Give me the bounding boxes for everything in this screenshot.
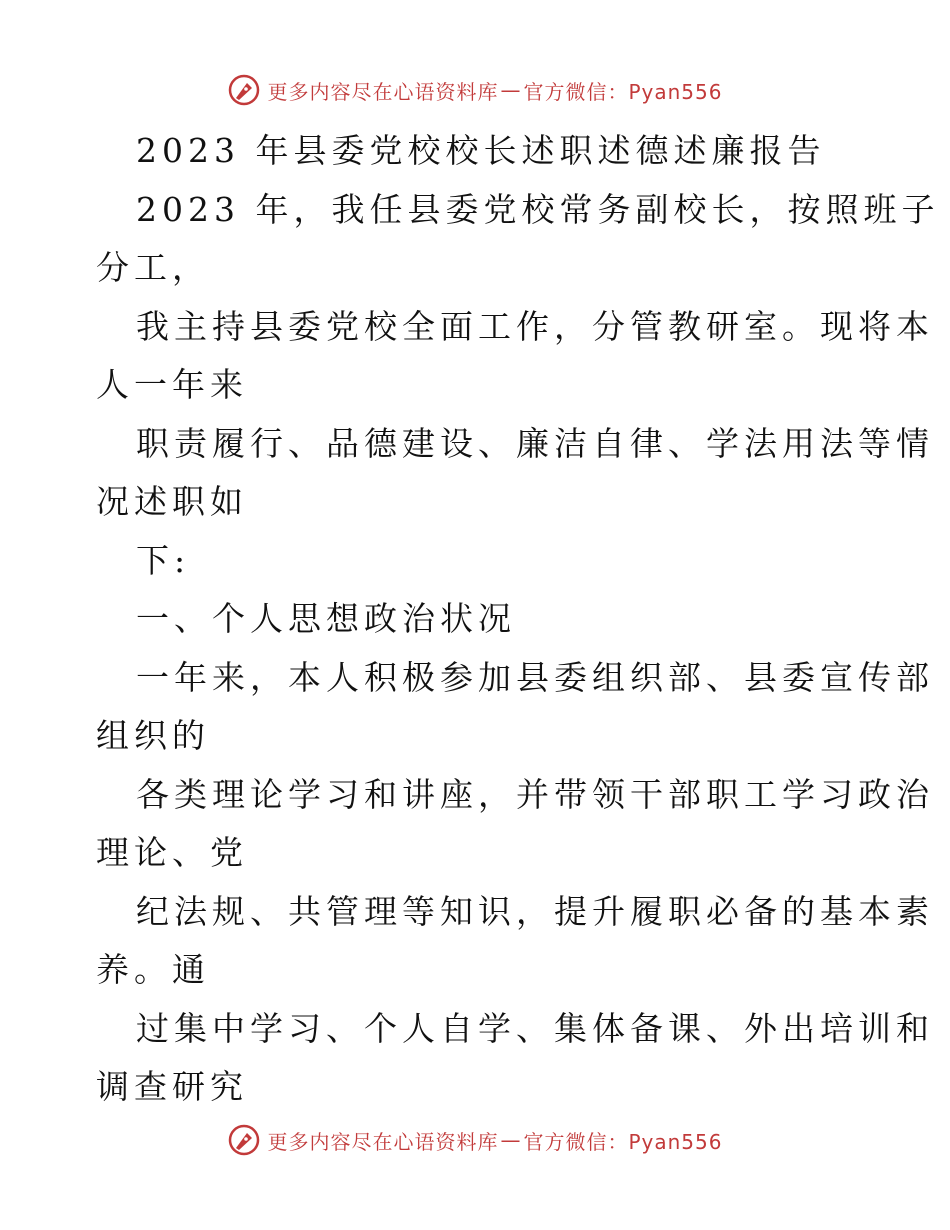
text-line: 理论、党	[96, 833, 248, 872]
watermark-separator: —	[500, 1128, 522, 1152]
pen-nib-logo-icon	[227, 73, 261, 107]
text-line: 一年来，本人积极参加县委组织部、县委宣传部	[136, 657, 934, 697]
watermark-header	[0, 70, 950, 110]
text-line: 养。通	[96, 950, 210, 989]
watermark-footer	[0, 1120, 950, 1160]
section-heading: 一、个人思想政治状况	[136, 599, 516, 638]
watermark-text: 更多内容尽在心语资料库	[267, 1129, 499, 1154]
document-title: 2023 年县委党校校长述职述德述廉报告	[136, 131, 826, 170]
text-line: 我主持县委党校全面工作，分管教研室。现将本	[136, 306, 934, 346]
text-line: 各类理论学习和讲座，并带领干部职工学习政治	[136, 774, 934, 814]
text-line: 分工，	[96, 248, 210, 287]
text-line: 人一年来	[96, 365, 248, 404]
pen-nib-logo-icon	[227, 1123, 261, 1157]
watermark-separator: —	[500, 78, 522, 102]
text-line: 况述职如	[96, 482, 248, 521]
watermark-contact: 官方微信：Pyan556	[523, 79, 723, 104]
text-line: 纪法规、共管理等知识，提升履职必备的基本素	[136, 891, 934, 931]
text-line: 调查研究	[96, 1067, 248, 1106]
text-line: 组织的	[96, 716, 210, 755]
text-line: 2023 年，我任县委党校常务副校长，按照班子	[136, 189, 940, 229]
watermark-text: 更多内容尽在心语资料库	[267, 79, 499, 104]
text-line: 职责履行、品德建设、廉洁自律、学法用法等情	[136, 423, 934, 463]
text-line: 过集中学习、个人自学、集体备课、外出培训和	[136, 1008, 934, 1048]
text-line: 下:	[136, 540, 191, 580]
document-body	[96, 122, 940, 1117]
watermark-contact: 官方微信：Pyan556	[523, 1129, 723, 1154]
